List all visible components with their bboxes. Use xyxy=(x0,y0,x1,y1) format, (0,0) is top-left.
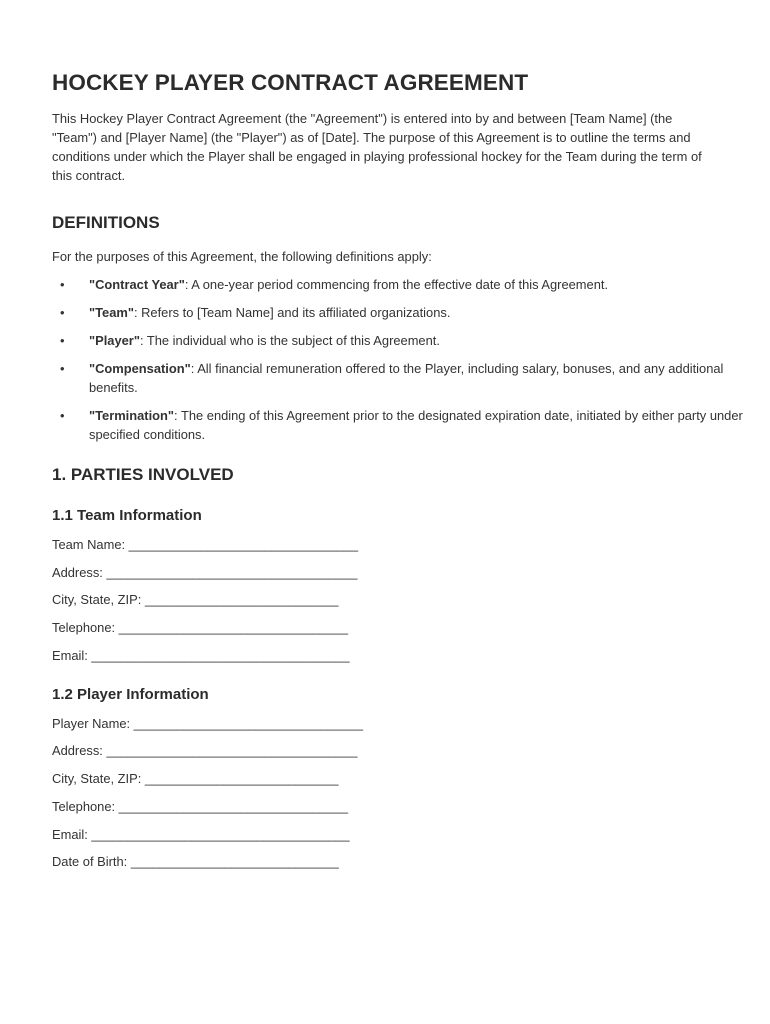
field-blank[interactable]: ________________________________ xyxy=(118,620,349,636)
field-label: Date of Birth: xyxy=(52,854,131,870)
team-email-field[interactable] xyxy=(52,646,718,665)
intro-paragraph: This Hockey Player Contract Agreement (the "Agreement") is entered into by and between [Team Name] (the "Team") and [Player Name] (the "Player") as of [Date]. The purpose of this Agreement is to outline the terms and conditions under which the Player shall be engaged in playing professional hockey for the Team during the term of this contract. xyxy=(52,111,702,183)
player-info-section xyxy=(52,686,718,871)
definition-item xyxy=(52,275,759,294)
definition-text: : A one-year period commencing from the effective date of this Agreement. xyxy=(184,277,609,292)
definition-term: "Team" xyxy=(89,305,134,320)
definition-term: "Compensation" xyxy=(89,361,191,376)
team-name-field[interactable] xyxy=(52,535,718,554)
field-blank[interactable]: ___________________________________ xyxy=(106,743,358,759)
definition-text: : The ending of this Agreement prior to the designated expiration date, initiated by either party under specified conditions. xyxy=(89,408,743,442)
document-title: HOCKEY PLAYER CONTRACT AGREEMENT xyxy=(52,70,529,95)
field-label: City, State, ZIP: xyxy=(52,771,145,787)
team-city-state-zip-field[interactable] xyxy=(52,590,718,609)
field-label: Address: xyxy=(52,564,107,580)
definition-term: "Contract Year" xyxy=(89,277,185,292)
field-label: Team Name: xyxy=(52,537,129,552)
field-blank[interactable]: ________________________________ xyxy=(118,798,349,814)
team-address-field[interactable] xyxy=(52,563,718,582)
definitions-lead: For the purposes of this Agreement, the following definitions apply: xyxy=(52,249,432,264)
definition-item xyxy=(52,406,759,444)
player-email-field[interactable] xyxy=(52,825,718,844)
definition-text: : All financial remuneration offered to the Player, including salary, bonuses, and any additional benefits. xyxy=(89,361,724,395)
field-label: Email: xyxy=(52,647,92,663)
player-info-heading: 1.2 Player Information xyxy=(52,685,209,703)
field-blank[interactable]: ________________________________ xyxy=(133,715,364,731)
definition-text: : Refers to [Team Name] and its affiliated organizations. xyxy=(133,305,451,320)
definition-item xyxy=(52,359,759,397)
definition-text: : The individual who is the subject of this Agreement. xyxy=(139,333,440,348)
bullet-icon: • xyxy=(60,333,65,348)
field-blank[interactable]: ____________________________________ xyxy=(91,647,350,663)
field-label: Player Name: xyxy=(52,715,134,731)
bullet-icon: • xyxy=(60,277,65,292)
bullet-icon: • xyxy=(60,361,65,376)
parties-heading: 1. PARTIES INVOLVED xyxy=(52,465,234,484)
player-date-of-birth-field[interactable] xyxy=(52,852,718,871)
definitions-list xyxy=(52,275,743,444)
definition-item xyxy=(52,303,759,322)
field-label: Telephone: xyxy=(52,798,119,814)
field-blank[interactable]: ___________________________________ xyxy=(106,564,358,580)
bullet-icon: • xyxy=(60,305,65,320)
field-blank[interactable]: ___________________________ xyxy=(144,592,339,608)
team-info-heading: 1.1 Team Information xyxy=(52,507,202,524)
field-blank[interactable]: _____________________________ xyxy=(130,854,339,870)
player-city-state-zip-field[interactable] xyxy=(52,769,718,788)
definition-term: "Player" xyxy=(89,333,140,348)
field-label: Telephone: xyxy=(52,620,119,636)
player-name-field[interactable] xyxy=(52,714,718,733)
field-label: Address: xyxy=(52,743,107,759)
player-address-field[interactable] xyxy=(52,741,718,760)
field-label: City, State, ZIP: xyxy=(52,592,145,608)
player-telephone-field[interactable] xyxy=(52,797,718,816)
definitions-heading: DEFINITIONS xyxy=(52,213,160,232)
field-blank[interactable]: ____________________________________ xyxy=(91,826,350,842)
field-blank[interactable]: ________________________________ xyxy=(128,537,359,552)
field-label: Email: xyxy=(52,826,92,842)
bullet-icon: • xyxy=(60,408,65,423)
team-telephone-field[interactable] xyxy=(52,618,718,637)
definition-term: "Termination" xyxy=(89,408,175,423)
field-blank[interactable]: ___________________________ xyxy=(144,771,339,787)
definition-item xyxy=(52,331,759,350)
